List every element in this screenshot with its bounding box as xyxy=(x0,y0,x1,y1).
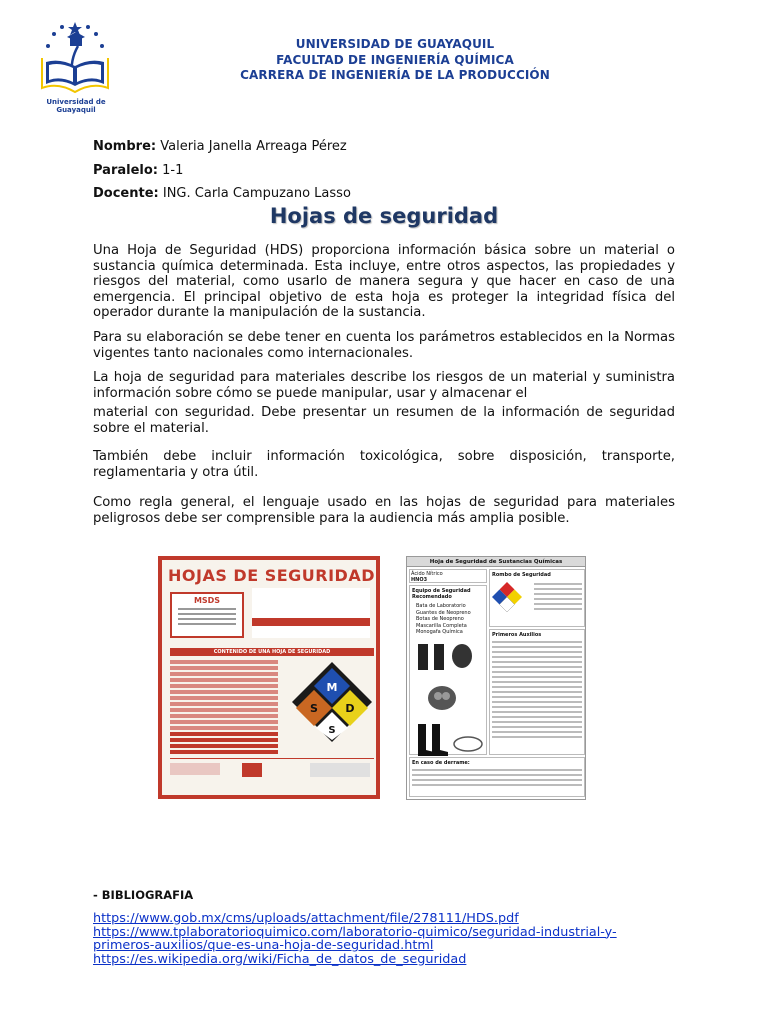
ppe-illustrations-icon xyxy=(412,640,486,760)
diamond-letter-m: M xyxy=(326,681,338,694)
link-wikipedia[interactable]: https://es.wikipedia.org/wiki/Ficha_de_datos_de_seguridad xyxy=(93,951,467,967)
substance-box xyxy=(409,569,487,583)
msds-badge-label: MSDS xyxy=(193,596,221,605)
derrame-label: En caso de derrame: xyxy=(412,760,470,766)
equipment-label: Equipo de Seguridad Recomendado xyxy=(412,588,471,600)
logo-caption: Universidad de Guayaquil xyxy=(46,98,106,114)
equipment-box xyxy=(409,585,487,755)
infographic-red-bar xyxy=(252,618,370,626)
infographic-title: HOJAS DE SEGURIDAD xyxy=(168,566,375,585)
msds-badge xyxy=(170,592,244,638)
document-title: Hojas de seguridad xyxy=(269,204,499,228)
equipment-list xyxy=(412,603,484,636)
name-row xyxy=(93,135,351,159)
infographic-sections-list xyxy=(170,660,278,756)
infographic-hojas-de-seguridad xyxy=(158,556,380,799)
substance-name: Ácido Nítrico xyxy=(411,571,443,577)
primeros-auxilios-box xyxy=(489,629,585,755)
equipment-item: Mascarilla Completa xyxy=(416,622,467,629)
equipment-item: Bata de Laboratorio xyxy=(416,603,466,609)
header-line-career: CARRERA DE INGENIERÍA DE LA PRODUCCIÓN xyxy=(240,68,550,82)
paralelo-value: 1-1 xyxy=(162,162,184,178)
rombo-values xyxy=(534,580,582,613)
infographic-subtitle: CONTENIDO DE UNA HOJA DE SEGURIDAD xyxy=(170,648,374,656)
book-quill-icon xyxy=(40,18,110,96)
paralelo-row xyxy=(93,159,351,183)
substance-formula: HNO3 xyxy=(411,577,428,583)
diamond-letter-d: D xyxy=(345,702,355,715)
header-line-university: UNIVERSIDAD DE GUAYAQUIL xyxy=(295,37,495,51)
msds-diamond-icon xyxy=(292,662,372,742)
docente-value: ING. Carla Campuzano Lasso xyxy=(162,186,351,201)
header-line-faculty: FACULTAD DE INGENIERÍA QUÍMICA xyxy=(276,52,514,67)
rombo-box xyxy=(489,569,585,627)
paragraph-lenguaje: Como regla general, el lenguaje usado en las hojas de seguridad para materiales peligrosos debe ser comprensible para la audiencia más amplia posible. xyxy=(93,495,675,526)
equipment-item: Botas de Neopreno xyxy=(416,616,464,622)
paragraph-riesgos-b: material con seguridad. Debe presentar un resumen de la información de seguridad sobre el material. xyxy=(93,405,675,436)
diamond-letter-s1: S xyxy=(310,702,318,715)
derrame-box xyxy=(409,757,585,797)
diamond-letter-s2: S xyxy=(328,725,336,736)
name-value: Valeria Janella Arreaga Pérez xyxy=(160,139,347,154)
equipment-item: Monogafa Química xyxy=(416,629,463,635)
bibliography-heading: - BIBLIOGRAFIA xyxy=(93,888,194,902)
safety-sheet-title: Hoja de Seguridad de Sustancias Químicas xyxy=(407,557,585,567)
name-label: Nombre: xyxy=(93,139,157,154)
link-tplaboratorio-1[interactable]: https://www.tplaboratorioquimico.com/laboratorio-quimico/seguridad-industrial-y- xyxy=(93,924,617,940)
link-gob-mx[interactable]: https://www.gob.mx/cms/uploads/attachment/file/278111/HDS.pdf xyxy=(93,911,519,926)
university-logo xyxy=(26,18,126,114)
paragraph-toxicologica: También debe incluir información toxicológica, sobre disposición, transporte, reglamentaria y otra útil. xyxy=(93,449,675,480)
student-info xyxy=(93,135,351,206)
docente-row xyxy=(93,182,351,206)
paralelo-label: Paralelo: xyxy=(93,162,158,178)
infographic-footer xyxy=(170,758,374,784)
infographic-body xyxy=(162,560,376,795)
infographic-blurb xyxy=(252,588,370,638)
equipment-item: Guantes de Neopreno xyxy=(416,609,471,616)
paragraph-riesgos-a: La hoja de seguridad para materiales describe los riesgos de un material y suministra información sobre cómo se puede manipular, usar y almacenar el xyxy=(93,370,675,401)
nfpa-diamond-icon xyxy=(492,582,522,612)
docente-label: Docente: xyxy=(93,186,159,201)
university-header xyxy=(200,37,590,84)
bibliography-links xyxy=(93,912,617,966)
paragraph-definition: Una Hoja de Seguridad (HDS) proporciona información básica sobre un material o sustancia química determinada. Esta incluye, entre otros aspectos, las propiedades y riesgos del material, como usarlo de manera segura y que hacer en caso de una emergencia. El principal objetivo de esta hoja es proteger la integridad física del operador durante la manipulación de la sustancia. xyxy=(93,243,675,320)
link-tplaboratorio-2[interactable]: primeros-auxilios/que-es-una-hoja-de-seguridad.html xyxy=(93,938,434,953)
primeros-auxilios-label: Primeros Auxilios xyxy=(492,632,542,638)
paragraph-normas: Para su elaboración se debe tener en cuenta los parámetros establecidos en la Normas vigentes tanto nacionales como internacionales. xyxy=(93,330,675,361)
rombo-label: Rombo de Seguridad xyxy=(492,572,551,578)
safety-sheet-acido-nitrico xyxy=(406,556,586,800)
